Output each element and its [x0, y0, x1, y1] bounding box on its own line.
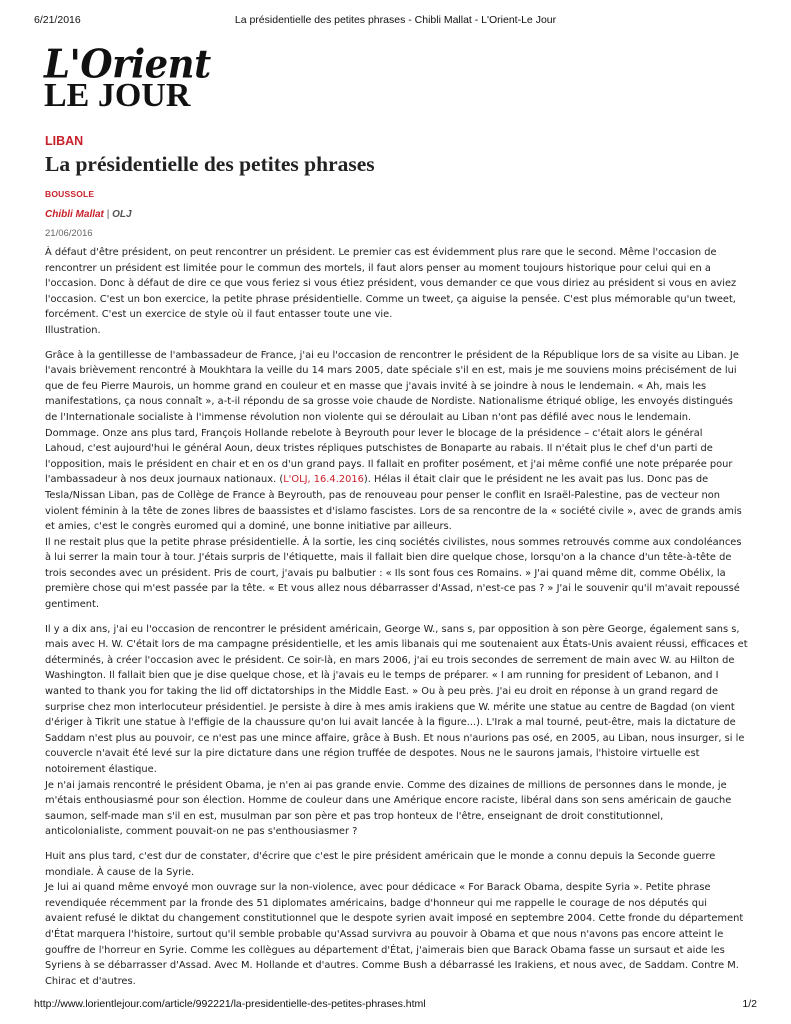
text-line: anticolonialiste, comment pouvait-on ne pas s'enthousiasmer ? — [45, 826, 358, 838]
text-line: gouffre de l'horreur en Syrie. Comme les collègues au département d'État, j'aimerais bien que Barack Obama fasse un sursaut et aide les — [45, 944, 725, 956]
text-line: saumon, self-made man s'il en est, musulman par son père et pas trop honteux de l'être, enseignant de droit constitutionnel, — [45, 810, 664, 822]
paragraph — [45, 849, 763, 989]
text-line: Huit ans plus tard, c'est dur de constater, d'écrire que c'est le pire président américain que le monde a connu depuis la Seconde guerre — [45, 850, 716, 862]
article-body — [45, 245, 763, 998]
print-page-title: La présidentielle des petites phrases - Chibli Mallat - L'Orient-Le Jour — [234, 14, 557, 26]
source-link[interactable]: OLJ — [112, 209, 132, 220]
text-line: Il ne restait plus que la petite phrase présidentielle. À la sortie, les cinq sociétés civilistes, nous sommes retrouvés comme aux condoléances — [45, 536, 742, 548]
text-line: Je n'ai jamais rencontré le président Obama, je n'en ai pas grande envie. Comme des dizaines de millions de personnes dans le monde, je — [45, 779, 727, 791]
paragraph — [45, 622, 763, 840]
text-line: l'occasion. Donc à défaut de dire ce que vous feriez si vous étiez président, vous demander ce que vous diriez au président si vous en aviez — [45, 278, 737, 290]
print-date: 6/21/2016 — [34, 14, 81, 26]
text-line: revendiquée récemment par la fronde des 51 diplomates américains, badge d'honneur qui me rappelle le courage de nos députés qui — [45, 897, 707, 909]
text-line: Lahoud, c'est aujourd'hui le général Aoun, deux tristes répliques putschistes de Bonaparte au rabais. Il n'était plus le chef d'un parti de — [45, 443, 713, 455]
print-footer — [34, 998, 757, 1012]
text-line: wanted to thank you for taking the lid off dictatorships in the Middle East. » Ou à peu près. J'ai eu droit en réponse à un grand regard de — [45, 686, 719, 698]
text-line: que de feu Pierre Maurois, un homme grand en couleur et en masse que j'avais invité à se joindre à nous le lendemain. « Ah, mais les — [45, 380, 707, 392]
text-line: Saddam n'est plus au pouvoir, ce n'est pas une mince affaire, grâce à Bush. Et nous n'aurions pas osé, en 2005, au Liban, nous insurger, si le — [45, 732, 745, 744]
text-line: rencontrer un président est limitée pour le commun des mortels, il faut alors penser au moment toujours historique pour celui qui en a — [45, 262, 711, 274]
text-line: Grâce à la gentillesse de l'ambassadeur de France, j'ai eu l'occasion de rencontrer le président de la République lors de sa visite au Liban. Je — [45, 349, 739, 361]
text-line: mais avec H. W. C'était lors de ma campagne présidentielle, et les amis libanais qui me soutenaient aux États-Unis avaient réussi, efficaces et — [45, 639, 748, 651]
article-headline: La présidentielle des petites phrases — [45, 152, 375, 176]
byline-separator: | — [103, 209, 113, 220]
text-line: couvercle n'avait été levé sur la pire dictature dans une région truffée de despotes. Nous ne le saurons jamais, l'histoire virtuelle est — [45, 748, 700, 760]
text-line: Syriens à se débarrasser d'Assad. Avec M. Hollande et d'autres. Comme Bush a débarrassé les Irakiens, et nous avec, de Saddam. Contre M. — [45, 960, 739, 972]
text-line: première chose qui m'est passée par la tête. « Et vous allez nous débarrasser d'Assad, n'est-ce pas ? » J'ai le souvenir qu'il m'avait repoussé — [45, 583, 740, 595]
text-line: gentiment. — [45, 599, 100, 611]
text-line: Tesla/Nissan Liban, pas de Collège de France à Beyrouth, pas de renouveau pour penser le conflit en Israël-Palestine, pas de vecteur non — [45, 489, 721, 501]
text-line: notoirement élastique. — [45, 764, 157, 775]
text-line: avaient refusé le diktat du changement constitutionnel que le despote syrien avait imposé en septembre 2004. Cette fronde du département — [45, 913, 744, 925]
text-line: déterminés, à créer l'occasion avec le président. Ce soir-là, en mars 2006, j'ai eu trois secondes de serrement de main avec W. au Hilton de — [45, 654, 735, 666]
section-label[interactable]: LIBAN — [45, 134, 84, 148]
text-line: mondiale. À cause de la Syrie. — [45, 866, 195, 878]
text-line: Il y a dix ans, j'ai eu l'occasion de rencontrer le président américain, George W., sans s, par opposition à son père George, également sans s, — [45, 623, 740, 635]
paragraph — [45, 245, 763, 339]
text-line: Dommage. Onze ans plus tard, François Hollande rebelote à Beyrouth pour lever le blocage de la présidence – c'était alors le général — [45, 427, 703, 439]
text-line: Chirac et d'autres. — [45, 975, 136, 987]
text-line: violent féminin à la tête de zones libres de baassistes et d'islamo fascistes. Lors de sa rencontre de la « société civile », avec de grands amis — [45, 505, 742, 517]
site-logo[interactable] — [44, 40, 211, 114]
text-line: d'ériger à Tikrit une statue à l'effigie de la chaussure qu'on lui avait lancée à la figure...). L'Irak a mal tourné, peut-être, mais la dictature de — [45, 717, 736, 729]
text-line: m'étais enthousiasmé pour son élection. Homme de couleur dans une Amérique encore raciste, libéral dans son sens américain de gauche — [45, 795, 732, 807]
author-link[interactable]: Chibli Mallat — [45, 209, 104, 220]
print-header — [34, 14, 757, 28]
text-line: trois secondes avec un président. Pris de court, j'avais pu balbutier : « Ils sont fous ces Romains. » J'ai quand même dit, comme Obélix, la — [45, 567, 726, 579]
text-fragment: ). Hélas il était clair que le président ne les avait pas lus. Donc pas de — [363, 474, 709, 486]
article-date: 21/06/2016 — [45, 228, 93, 239]
logo-line2: LE JOUR — [44, 77, 191, 114]
text-line: Washington. Il fallait bien que je dise quelque chose, et là j'avais eu le temps de préparer. « I am running for president of Lebanon, and I — [45, 670, 719, 682]
byline — [45, 209, 132, 220]
text-line: l'avais brièvement rencontré à Moukhtara la veille du 14 mars 2005, date spéciale s'il en est, mais je me souviens moins précisément de lui — [45, 365, 737, 377]
text-line: l'opposition, mais le président en chair et en os d'un grand pays. Il fallait en profiter posément, et j'ai même confié une note préparée pour — [45, 458, 733, 470]
text-line: forcément. C'est un exercice de style où il faut entasser toute une vie. — [45, 309, 393, 321]
text-line: de l'Internationale socialiste à l'immense révolution non violente qui se déroulait au Liban n'ont pas défilé avec nous le lendemain. — [45, 411, 692, 423]
text-line: l'occasion. C'est un bon exercice, la petite phrase présidentielle. Comme un tweet, ça aiguise la pensée. C'est plus mémorable qu'un tweet, — [45, 293, 736, 305]
text-line: Illustration. — [45, 324, 101, 336]
print-page-number: 1/2 — [742, 998, 757, 1010]
text-line: Je lui ai quand même envoyé mon ouvrage sur la non-violence, avec pour dédicace « For Barack Obama, despite Syria ». Petite phrase — [45, 882, 711, 894]
print-url: http://www.lorientlejour.com/article/992221/la-presidentielle-des-petites-phrases.html — [34, 998, 426, 1010]
logo-line1: L'Orient — [44, 40, 211, 88]
text-line: surprise chez mon interlocuteur présidentiel. Je persiste à dire à mes amis irakiens que W. mérite une statue au centre de Bagdad (on vient — [45, 701, 735, 713]
text-line: et amies, c'est le congrès euromed qui a dominé, une bonne initiative par ailleurs. — [45, 521, 452, 533]
text-line: À défaut d'être président, on peut rencontrer un président. Le premier cas est évidemment plus rare que le second. Même l'occasion de — [45, 247, 717, 258]
text-line — [45, 472, 763, 488]
text-line: d'État marquera l'histoire, surtout qu'il semble probable qu'Assad survivra au pouvoir à Obama et que nous n'avons pas encore atteint le — [45, 928, 724, 940]
text-line: manifestations, ça nous connaît », a-t-il répondu de sa grosse voie chaude de Nordiste. Nationalisme étriqué oblige, les envoyés distingués — [45, 396, 733, 408]
rubric-label[interactable]: BOUSSOLE — [45, 189, 95, 199]
text-fragment: l'ambassadeur à nos deux journaux nationaux. ( — [45, 474, 284, 486]
paragraph — [45, 348, 763, 613]
olj-reference-link[interactable]: L'OLJ, 16.4.2016 — [283, 474, 364, 486]
text-line: à lui serrer la main tour à tour. J'étais surpris de l'étiquette, mais il fallait bien dire quelque chose, lorsqu'on a la chance d'un tête-à-tête de — [45, 552, 732, 564]
